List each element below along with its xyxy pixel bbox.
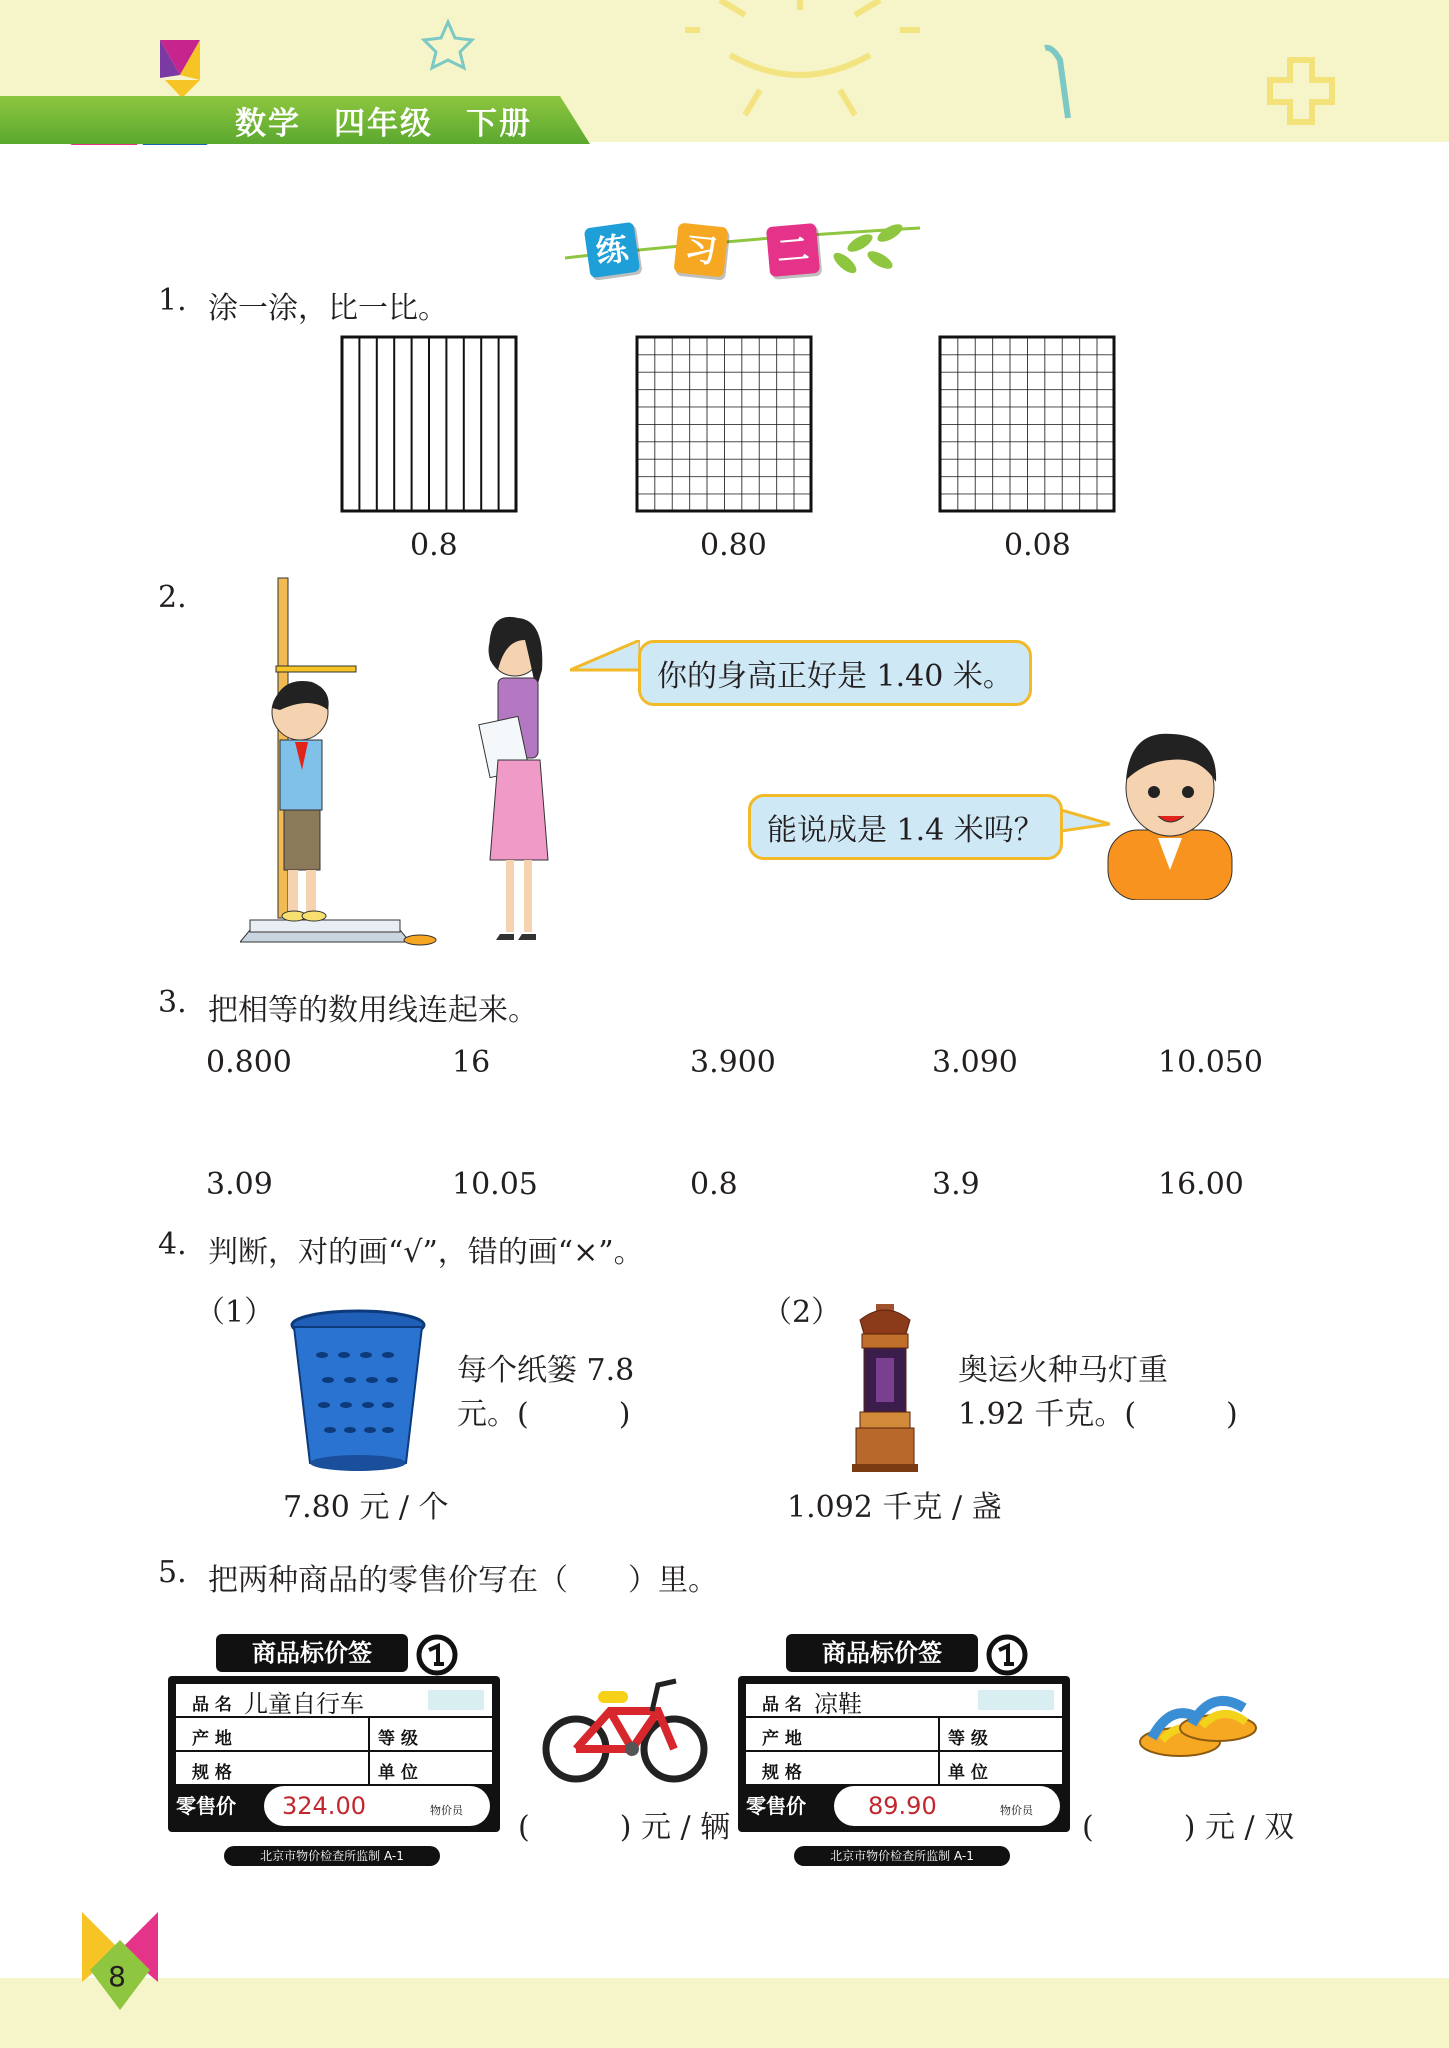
tag-label-retail: 零售价 xyxy=(176,1794,236,1818)
q3-top-2[interactable]: 16 xyxy=(452,1045,491,1080)
q5-label: 5. xyxy=(158,1555,187,1590)
tag1-price: 324.00 xyxy=(282,1792,366,1820)
sandals-image xyxy=(1132,1680,1262,1770)
bubble-tail-teacher xyxy=(570,640,640,680)
speech-bubble-teacher: 你的身高正好是 1.40 米。 xyxy=(638,640,1032,706)
tag1-product-name: 儿童自行车 xyxy=(244,1690,364,1718)
q4-item2-caption: 1.092 千克 / 盏 xyxy=(787,1490,1002,1525)
price-tag-heading: 商品标价签 xyxy=(786,1634,978,1672)
q4-item1-caption: 7.80 元 / 个 xyxy=(283,1490,449,1525)
q3-top-4[interactable]: 3.090 xyxy=(932,1045,1018,1080)
tag-label-spec: 规 格 xyxy=(762,1763,802,1783)
tag-logo-icon xyxy=(986,1634,1028,1676)
q1-value-1: 0.8 xyxy=(410,528,458,563)
q3-top-1[interactable]: 0.800 xyxy=(206,1045,292,1080)
bicycle-image xyxy=(540,1665,710,1790)
q4-item2-line1: 奥运火种马灯重 xyxy=(958,1353,1168,1388)
tag-label-name: 品 名 xyxy=(192,1695,232,1715)
price-tag-heading: 商品标价签 xyxy=(216,1634,408,1672)
q3-bottom-4[interactable]: 3.9 xyxy=(932,1167,980,1202)
star-icon xyxy=(424,22,472,68)
tag-label-retail: 零售价 xyxy=(746,1794,806,1818)
q3-bottom-5[interactable]: 16.00 xyxy=(1158,1167,1244,1202)
height-measuring-illustration xyxy=(240,570,600,960)
tag2-product-name: 凉鞋 xyxy=(814,1690,862,1718)
q1-text: 涂一涂，比一比。 xyxy=(208,291,448,326)
price-tag-sandals xyxy=(738,1630,1070,1870)
q2-label: 2. xyxy=(158,580,187,615)
q4-item1-line2[interactable]: 元。( ) xyxy=(457,1397,631,1432)
sun-icon xyxy=(685,0,920,115)
tag-footer: 北京市物价检查所监制 A-1 xyxy=(224,1846,440,1866)
tag-label-spec: 规 格 xyxy=(192,1763,232,1783)
tag-label-grade: 等 级 xyxy=(948,1729,988,1749)
tag-label-unit: 单 位 xyxy=(378,1763,418,1783)
q3-bottom-1[interactable]: 3.09 xyxy=(206,1167,273,1202)
speech-bubble-boy: 能说成是 1.4 米吗？ xyxy=(748,794,1063,860)
title-tile-1: 练 xyxy=(584,222,640,278)
q4-item1-num: （1） xyxy=(195,1295,275,1330)
footer-band xyxy=(0,1978,1449,2048)
q3-label: 3. xyxy=(158,985,187,1020)
q3-top-3[interactable]: 3.900 xyxy=(690,1045,776,1080)
tag-logo-icon xyxy=(416,1634,458,1676)
q4-label: 4. xyxy=(158,1227,187,1262)
q5-answer-1[interactable]: ( ) 元 / 辆 xyxy=(518,1810,731,1845)
q3-bottom-3[interactable]: 0.8 xyxy=(690,1167,738,1202)
tag-label-unit: 单 位 xyxy=(948,1763,988,1783)
tag-label-inspector: 物价员 xyxy=(1000,1804,1033,1817)
title-tile-2: 习 xyxy=(674,223,729,278)
q3-text: 把相等的数用线连起来。 xyxy=(208,993,538,1028)
grid-hundredths-a[interactable] xyxy=(635,335,813,513)
tag-label-name: 品 名 xyxy=(762,1695,802,1715)
tag-label-origin: 产 地 xyxy=(192,1729,232,1749)
q3-top-5[interactable]: 10.050 xyxy=(1158,1045,1263,1080)
boy-portrait xyxy=(1100,720,1240,900)
book-title: 数学 四年级 下册 xyxy=(235,106,532,142)
plus-icon xyxy=(1270,60,1332,122)
tag-label-inspector: 物价员 xyxy=(430,1804,463,1817)
tag-footer: 北京市物价检查所监制 A-1 xyxy=(794,1846,1010,1866)
number-one-icon xyxy=(1045,48,1068,118)
wastebasket-image xyxy=(288,1305,428,1475)
tag-label-grade: 等 级 xyxy=(378,1729,418,1749)
q4-item2-line2[interactable]: 1.92 千克。( ) xyxy=(958,1397,1238,1432)
q5-text: 把两种商品的零售价写在（ ）里。 xyxy=(208,1563,718,1598)
q4-item1-line1: 每个纸篓 7.8 xyxy=(457,1353,635,1388)
q1-value-2: 0.80 xyxy=(700,528,767,563)
tag2-price: 89.90 xyxy=(868,1792,937,1820)
grid-hundredths-b[interactable] xyxy=(938,335,1116,513)
page-number: 8 xyxy=(108,1960,126,1993)
lantern-image xyxy=(840,1300,930,1475)
title-tile-3: 二 xyxy=(766,223,820,277)
grid-tenths[interactable] xyxy=(340,335,518,513)
q1-value-3: 0.08 xyxy=(1004,528,1071,563)
q3-bottom-2[interactable]: 10.05 xyxy=(452,1167,538,1202)
tag-label-origin: 产 地 xyxy=(762,1729,802,1749)
q5-answer-2[interactable]: ( ) 元 / 双 xyxy=(1082,1810,1295,1845)
q4-text: 判断，对的画“√”，错的画“×”。 xyxy=(208,1235,644,1270)
q1-label: 1. xyxy=(158,283,187,318)
price-tag-bicycle xyxy=(168,1630,500,1870)
q4-item2-num: （2） xyxy=(762,1295,842,1330)
